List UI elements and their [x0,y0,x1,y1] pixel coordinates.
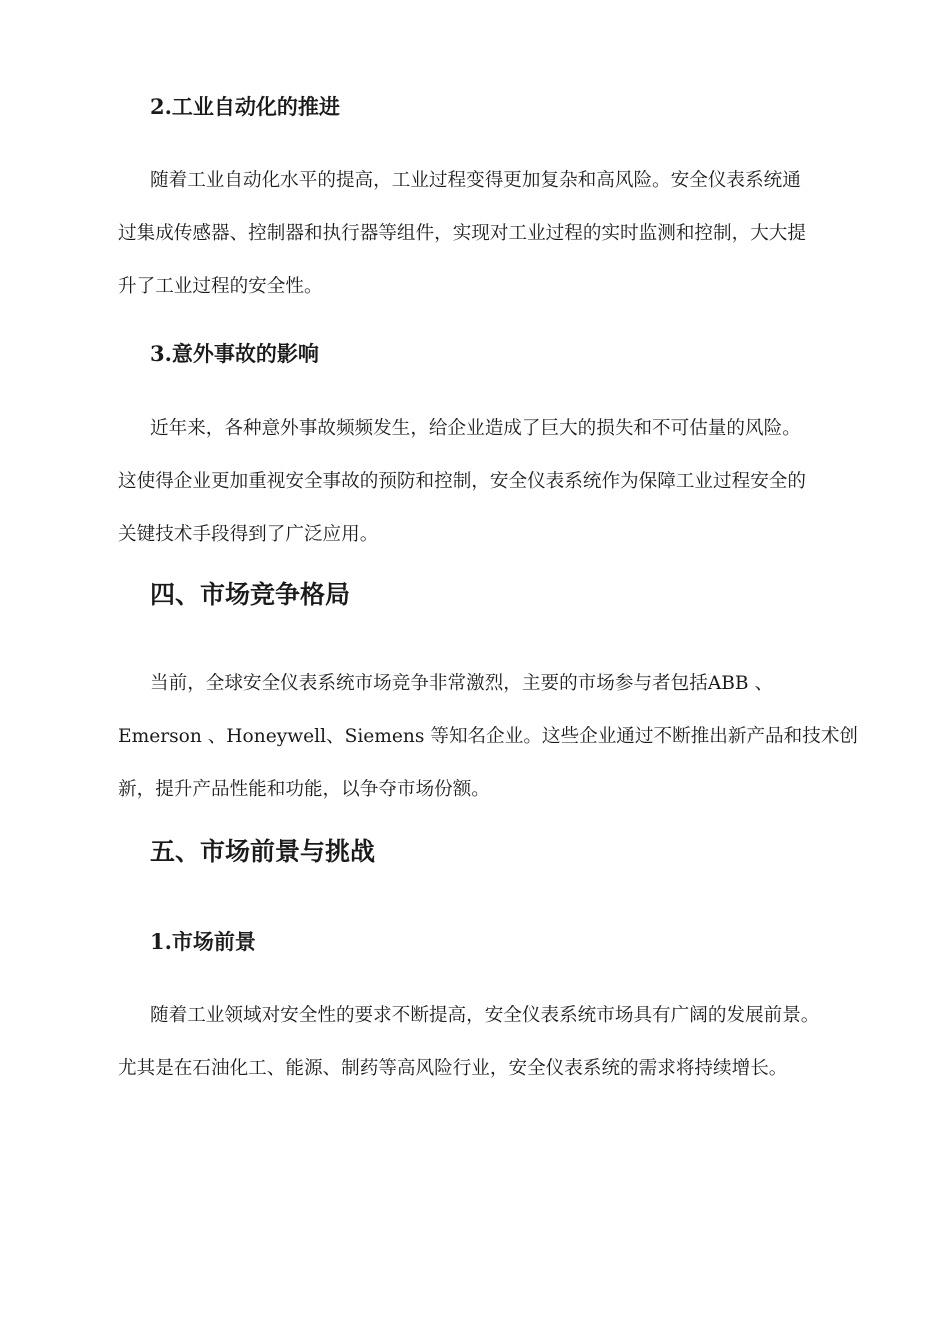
paragraph-industrial-automation [118,154,858,313]
paragraph-line: 这使得企业更加重视安全事故的预防和控制，安全仪表系统作为保障工业过程安全的 [118,471,806,492]
paragraph-line: 新，提升产品性能和功能，以争夺市场份额。 [118,779,490,800]
paragraph-line: 关键技术手段得到了广泛应用。 [118,524,379,545]
chapter-heading-market-outlook: 五、市场前景与挑战 [150,837,376,866]
paragraph-line: 随着工业自动化水平的提高，工业过程变得更加复杂和高风险。安全仪表系统通 [150,170,801,191]
paragraph-market-competition [118,657,858,816]
chapter-heading-market-competition: 四、市场竞争格局 [150,580,351,609]
paragraph-line: 尤其是在石油化工、能源、制药等高风险行业，安全仪表系统的需求将持续增长。 [118,1058,788,1079]
paragraph-line: 过集成传感器、控制器和执行器等组件，实现对工业过程的实时监测和控制，大大提 [118,223,806,244]
section-heading-industrial-automation: 2.工业自动化的推进 [150,94,340,119]
paragraph-accident-impact [118,402,858,561]
paragraph-line: 近年来，各种意外事故频频发生，给企业造成了巨大的损失和不可估量的风险。 [150,418,801,439]
paragraph-line: 当前，全球安全仪表系统市场竞争非常激烈，主要的市场参与者包括ABB 、 [150,673,774,694]
paragraph-market-prospects [118,989,858,1095]
paragraph-line: Emerson 、Honeywell、Siemens 等知名企业。这些企业通过不断推出新产品和技术创 [118,726,859,747]
paragraph-line: 随着工业领域对安全性的要求不断提高，安全仪表系统市场具有广阔的发展前景。 [150,1005,820,1026]
paragraph-line: 升了工业过程的安全性。 [118,276,323,297]
section-heading-accident-impact: 3.意外事故的影响 [150,341,319,366]
section-heading-market-prospects: 1.市场前景 [150,929,256,954]
